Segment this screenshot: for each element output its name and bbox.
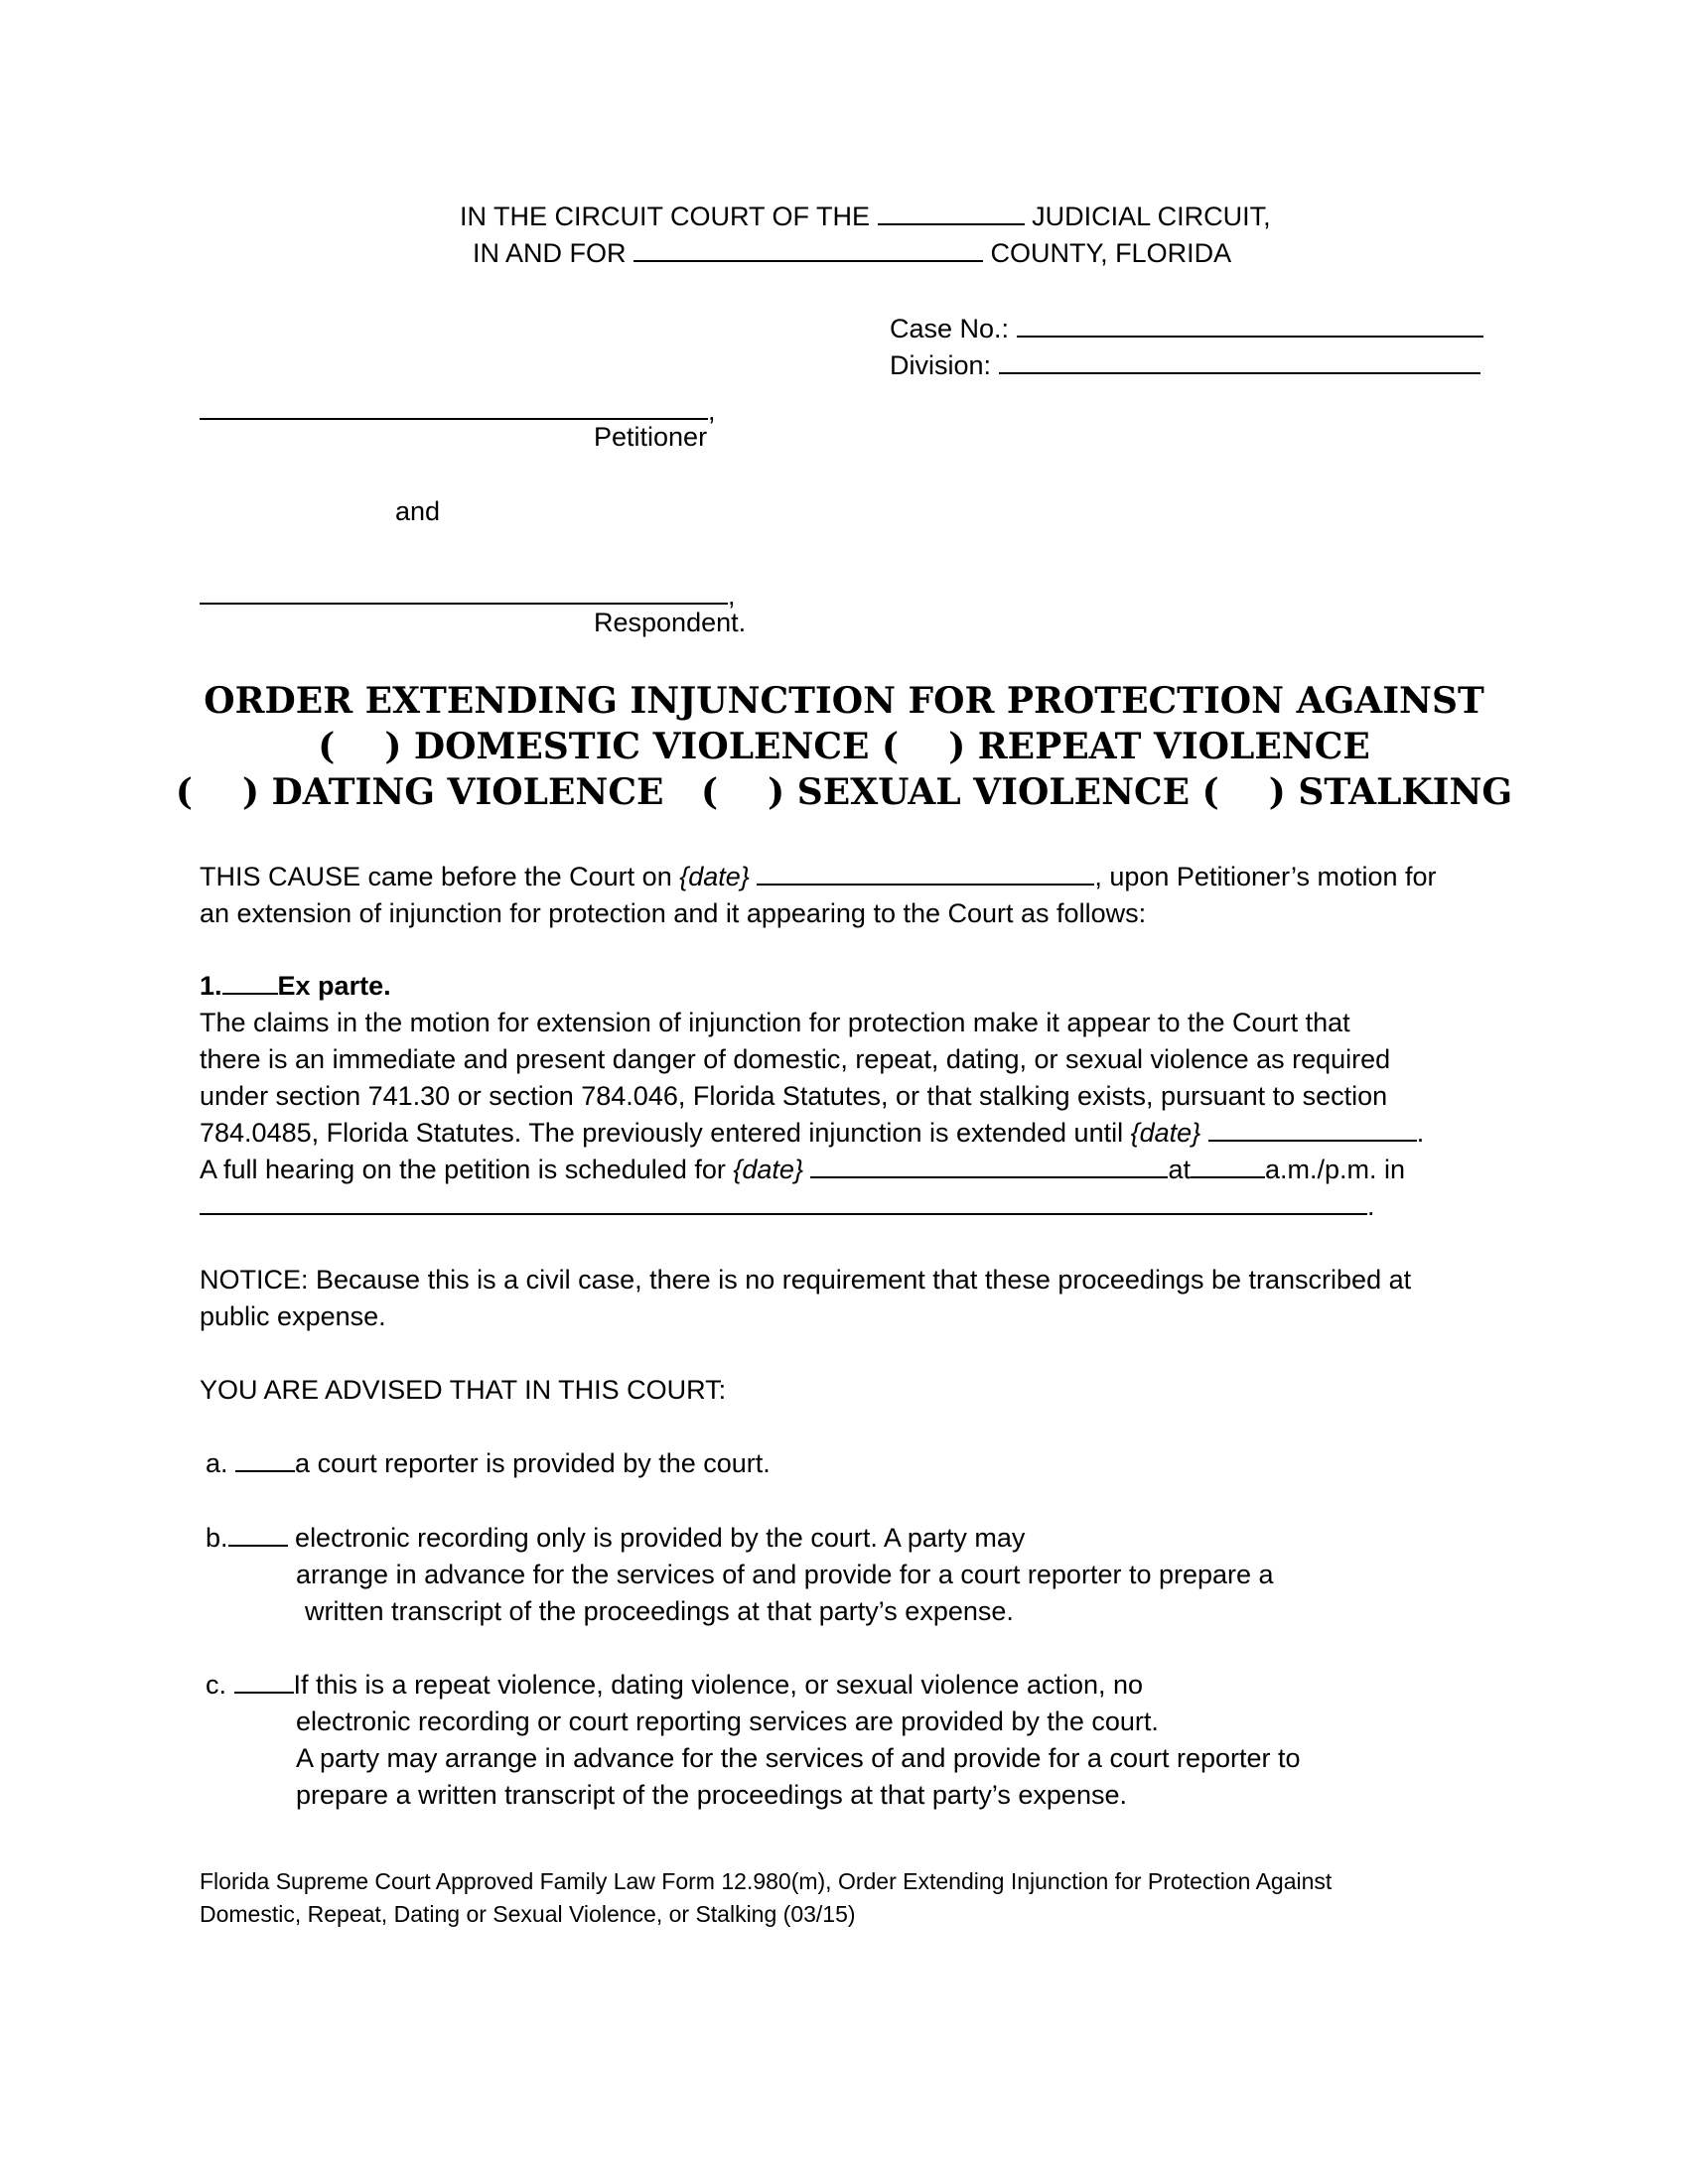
title-checkbox-line-1[interactable]: ( ) DOMESTIC VIOLENCE ( ) REPEAT VIOLENCE [318, 726, 1370, 767]
intro-paragraph: THIS CAUSE came before the Court on {date} , upon Petitioner’s motion for [200, 862, 1437, 891]
option-c-line-4: prepare a written transcript of the proceedings at that party’s expense. [296, 1780, 1127, 1810]
section-1-line-2: there is an immediate and present danger of domestic, repeat, dating, or sexual violence as required [200, 1044, 1391, 1074]
notice-line-1: NOTICE: Because this is a civil case, there is no requirement that these proceedings be transcribed at [200, 1265, 1412, 1295]
section-1-line-1: The claims in the motion for extension of injunction for protection make it appear to the Court that [200, 1008, 1350, 1037]
petitioner-label: Petitioner [594, 422, 708, 452]
county-line: IN AND FOR COUNTY, FLORIDA [473, 238, 1232, 268]
circuit-blank[interactable] [878, 222, 1025, 225]
petitioner-line: , [200, 393, 716, 430]
extended-until-date-field[interactable] [1208, 1139, 1417, 1142]
option-c-line-2: electronic recording or court reporting services are provided by the court. [296, 1706, 1159, 1736]
option-c-checkbox[interactable] [234, 1691, 294, 1694]
title-checkbox-line-2[interactable]: ( ) DATING VIOLENCE ( ) SEXUAL VIOLENCE ( ) STALKING [175, 771, 1513, 813]
advised-heading: YOU ARE ADVISED THAT IN THIS COURT: [200, 1375, 727, 1405]
hearing-date-field[interactable] [757, 883, 1094, 886]
option-c-line-3: A party may arrange in advance for the services of and provide for a court reporter to [296, 1743, 1301, 1773]
case-number-row: Case No.: [890, 311, 1483, 347]
section-1-line-3: under section 741.30 or section 784.046, Florida Statutes, or that stalking exists, pursuant to section [200, 1081, 1388, 1111]
form-footer-line-2: Domestic, Repeat, Dating or Sexual Violence, or Stalking (03/15) [200, 1901, 856, 1927]
hearing-location-line: . [200, 1188, 1375, 1225]
county-blank[interactable] [633, 259, 983, 262]
option-a: a. a court reporter is provided by the court. [206, 1448, 771, 1478]
respondent-label: Respondent. [594, 608, 747, 637]
and-label: and [395, 496, 441, 526]
division-row: Division: [890, 347, 1480, 384]
respondent-line: , [200, 578, 736, 614]
full-hearing-date-field[interactable] [810, 1175, 1168, 1178]
option-a-checkbox[interactable] [235, 1469, 295, 1472]
court-circuit-line: IN THE CIRCUIT COURT OF THE JUDICIAL CIRCUIT, [460, 202, 1271, 231]
case-number-field[interactable] [1017, 335, 1483, 338]
option-b-line-3: written transcript of the proceedings at that party’s expense. [305, 1596, 1014, 1626]
hearing-time-field[interactable] [1191, 1175, 1265, 1178]
division-field[interactable] [999, 371, 1480, 374]
section-1-line-4: 784.0485, Florida Statutes. The previously entered injunction is extended until {date} . [200, 1118, 1425, 1148]
form-footer-line-1: Florida Supreme Court Approved Family Law Form 12.980(m), Order Extending Injunction for Protection Against [200, 1868, 1333, 1894]
intro-line-2: an extension of injunction for protection and it appearing to the Court as follows: [200, 898, 1147, 928]
order-title: ORDER EXTENDING INJUNCTION FOR PROTECTION AGAINST [204, 680, 1484, 722]
notice-line-2: public expense. [200, 1301, 386, 1331]
option-c: c. If this is a repeat violence, dating violence, or sexual violence action, no [206, 1670, 1144, 1700]
option-b: b. electronic recording only is provided by the court. A party may [206, 1523, 1026, 1553]
ex-parte-checkbox[interactable] [222, 992, 278, 995]
section-1-hearing-line: A full hearing on the petition is scheduled for {date} at a.m./p.m. in [200, 1155, 1406, 1184]
hearing-location-field[interactable] [200, 1212, 1367, 1215]
option-b-checkbox[interactable] [228, 1544, 288, 1547]
option-b-line-2: arrange in advance for the services of and provide for a court reporter to prepare a [296, 1560, 1274, 1589]
section-1-heading: 1. Ex parte. [200, 971, 391, 1001]
